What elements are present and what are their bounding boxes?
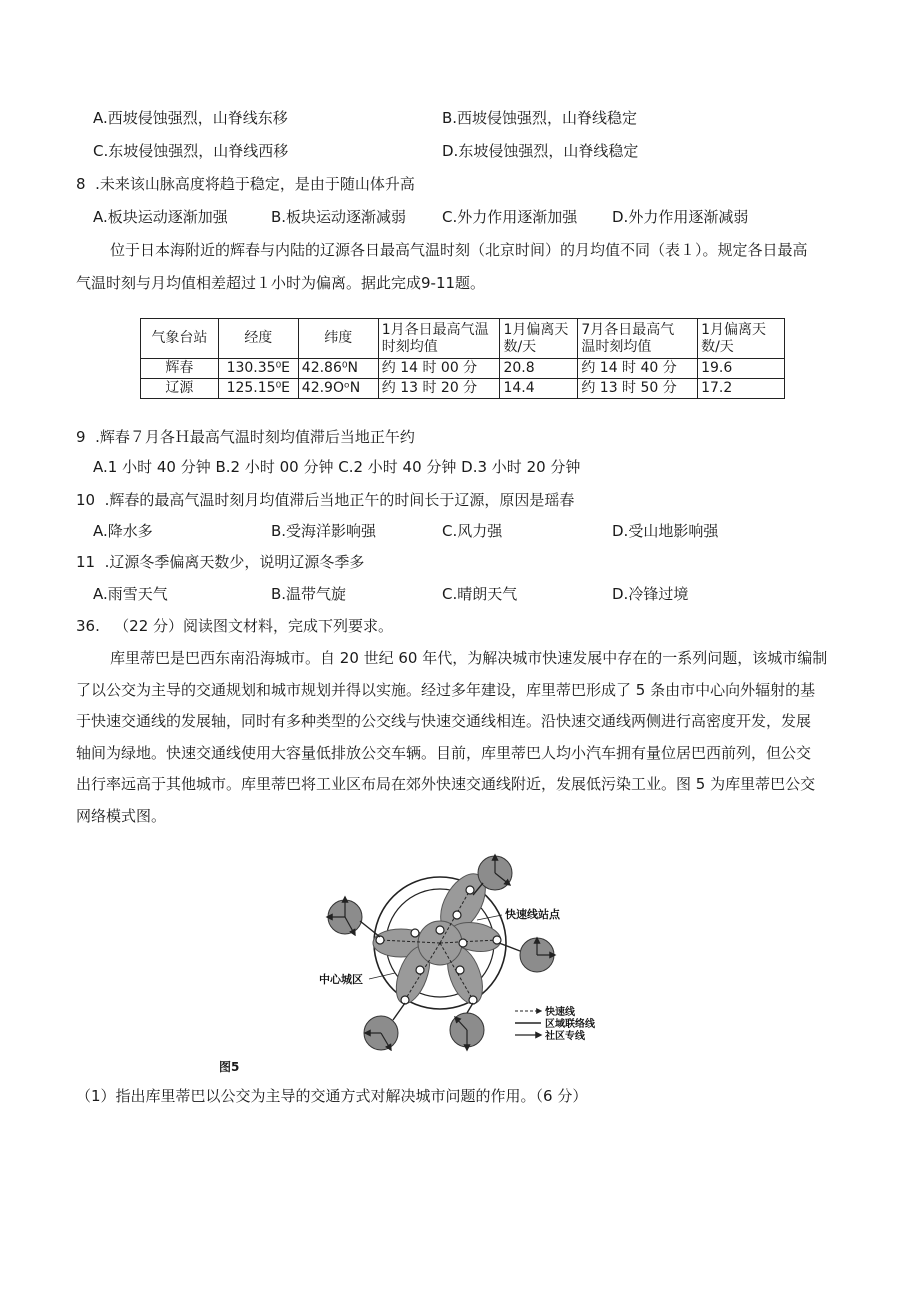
q11-option-c: C.晴朗天气 [442,585,518,603]
q9-options: A.1 小时 40 分钟 B.2 小时 00 分钟 C.2 小时 40 分钟 D.3 小时 20 分钟 [93,458,581,476]
q36-para-line-4: 轴间为绿地。快速交通线使用大容量低排放公交车辆。目前，库里蒂巴人均小汽车拥有量位居巴西前列，但公交 [76,744,812,762]
q8-option-c: C.外力作用逐渐加强 [442,208,578,226]
q8-stem: 8 .未来该山脉高度将趋于稳定，是由于随山体升高 [76,175,415,193]
table-header-row [141,319,785,359]
header-jul-dev-line2: 数/天 [701,338,734,355]
q11-option-a: A.雨雪天气 [93,585,168,603]
q36-para-line-5: 出行率远高于其他城市。库里蒂巴将工业区布局在郊外快速交通线附近，发展低污染工业。图 5 为库里蒂巴公交 [76,775,816,793]
header-jul-time-line1: 7月各日最高气 [581,321,675,338]
header-latitude: 纬度 [298,319,378,359]
q36-para-line-1: 库里蒂巴是巴西东南沿海城市。自 20 世纪 60 年代，为解决城市快速发展中存在的一系列问题，该城市编制 [110,649,828,667]
table-row [141,359,785,379]
cell-latitude: 42.9OᵒN [298,379,378,399]
figure-caption: 图5 [219,1060,240,1074]
q36-para-line-2: 了以公交为主导的交通规划和城市规划并得以实施。经过多年建设，库里蒂巴形成了 5 条由市中心向外辐射的基 [76,681,816,699]
header-longitude: 经度 [218,319,298,359]
cell-jan-deviation: 14.4 [500,379,578,399]
header-jan-dev-line2: 数/天 [503,338,537,355]
cell-latitude: 42.86⁰N [298,359,378,379]
cell-jan-time: 约 14 时 00 分 [378,359,500,379]
header-jul-deviation [698,319,785,359]
q8-option-a: A.板块运动逐渐加强 [93,208,228,226]
header-jan-time [378,319,500,359]
cell-station: 辉春 [141,359,219,379]
header-jan-time-line2: 时刻均值 [381,338,438,355]
q36-stem: 36. （22 分）阅读图文材料，完成下列要求。 [76,617,394,635]
intro-line-1: 位于日本海附近的辉春与内陆的辽源各日最高气温时刻（北京时间）的月均值不同（表１）。规定各日最高 [110,241,808,259]
q8-option-d: D.外力作用逐渐减弱 [612,208,749,226]
cell-jul-time: 约 13 时 50 分 [578,379,698,399]
q7-option-d: D.东坡侵蚀强烈，山脊线稳定 [442,142,639,160]
q11-option-d: D.冷锋过境 [612,585,689,603]
header-jul-dev-line1: 1月偏离天 [701,321,766,338]
cell-jan-deviation: 20.8 [500,359,578,379]
q36-para-line-6: 网络模式图。 [76,807,167,825]
table-1 [140,318,785,399]
label-express-station: 快速线站点 [505,908,560,921]
figure-5-bus-network [305,845,635,1060]
cell-jan-time: 约 13 时 20 分 [378,379,500,399]
header-jan-time-line1: 1月各日最高气温 [381,321,489,338]
q7-option-b: B.西坡侵蚀强烈，山脊线稳定 [442,109,638,127]
cell-longitude: 130.35⁰E [218,359,298,379]
q10-stem: 10 .辉春的最高气温时刻月均值滞后当地正午的时间长于辽源，原因是瑶春 [76,491,575,509]
q10-option-a: A.降水多 [93,522,153,540]
cell-longitude: 125.15⁰E [218,379,298,399]
q36-para-line-3: 于快速交通线的发展轴，同时有多种类型的公交线与快速交通线相连。沿快速交通线两侧进行高密度开发，发展 [76,712,812,730]
header-jan-dev-line1: 1月偏离天 [503,321,569,338]
q10-option-c: C.风力强 [442,522,503,540]
q7-option-a: A.西坡侵蚀强烈，山脊线东移 [93,109,288,127]
cell-jul-deviation: 19.6 [698,359,785,379]
legend-express-label: 快速线 [545,1007,575,1018]
legend-community-label: 社区专线 [545,1031,585,1042]
q11-option-b: B.温带气旋 [271,585,347,603]
table-row [141,379,785,399]
cell-jul-time: 约 14 时 40 分 [578,359,698,379]
q10-option-d: D.受山地影响强 [612,522,719,540]
q9-stem: 9 .辉春７月各Ｈ最高气温时刻均值滞后当地正午约 [76,428,415,446]
legend-regional-label: 区域联络线 [545,1019,595,1030]
q36-subquestion-1: （1）指出库里蒂巴以公交为主导的交通方式对解决城市问题的作用。（6 分） [76,1087,588,1105]
q10-option-b: B.受海洋影响强 [271,522,377,540]
q8-option-b: B.板块运动逐渐减弱 [271,208,407,226]
intro-line-2: 气温时刻与月均值相差超过１小时为偏离。据此完成9-11题。 [76,274,486,292]
q7-option-c: C.东坡侵蚀强烈，山脊线西移 [93,142,289,160]
cell-station: 辽源 [141,379,219,399]
cell-jul-deviation: 17.2 [698,379,785,399]
station-pointer-line [477,915,502,920]
development-axes [373,866,503,1008]
bus-network-diagram [305,845,635,1060]
header-station: 气象台站 [141,319,219,359]
q11-stem: 11 .辽源冬季偏离天数少，说明辽源冬季多 [76,553,365,571]
label-center-area: 中心城区 [319,973,363,986]
header-jul-time-line2: 温时刻均值 [581,338,652,355]
header-jan-deviation [500,319,578,359]
header-jul-time [578,319,698,359]
